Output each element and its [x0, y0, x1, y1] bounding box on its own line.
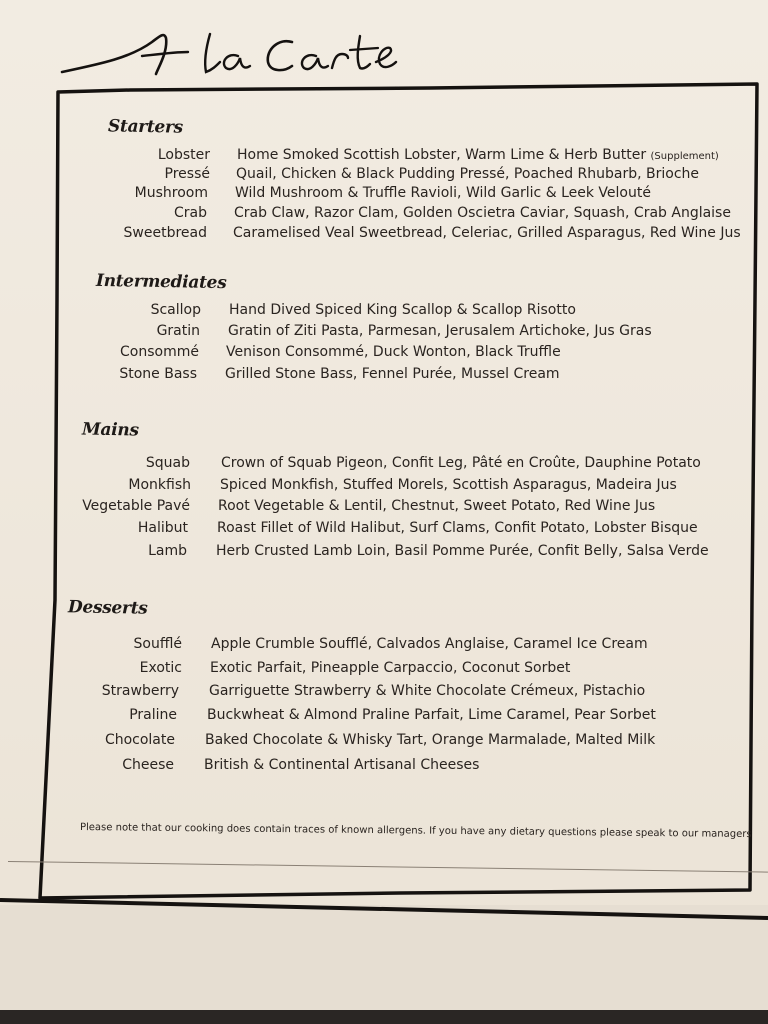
allergen-note: Please note that our cooking does contain traces of known allergens. If you have any dietary questions please speak to our managers: [79, 822, 752, 841]
item-name: Stone Bass: [119, 366, 197, 382]
item-description: Herb Crusted Lamb Loin, Basil Pomme Purée, Confit Belly, Salsa Verde: [216, 543, 709, 559]
menu-title: [60, 22, 400, 82]
menu-item-squab: [0, 455, 768, 475]
item-description: Root Vegetable & Lentil, Chestnut, Sweet Potato, Red Wine Jus: [218, 498, 656, 514]
item-description: Quail, Chicken & Black Pudding Pressé, Poached Rhubarb, Brioche: [236, 166, 700, 182]
item-description: Garriguette Strawberry & White Chocolate Crémeux, Pistachio: [209, 683, 646, 699]
item-description: Hand Dived Spiced King Scallop & Scallop Risotto: [229, 302, 576, 318]
item-name: Pressé: [164, 166, 210, 182]
menu-item-mushroom: [0, 185, 768, 205]
item-name: Sweetbread: [123, 225, 207, 241]
menu-item-chocolate: [0, 732, 768, 752]
menu-item-vegetable-pave: [0, 498, 768, 518]
item-name: Lamb: [148, 543, 187, 559]
menu-item-crab: [0, 205, 768, 225]
item-name: Praline: [129, 707, 177, 723]
section-heading-intermediates: Intermediates: [95, 270, 227, 294]
section-heading-desserts: Desserts: [67, 597, 148, 619]
item-description: Venison Consommé, Duck Wonton, Black Truffle: [226, 344, 561, 360]
item-description: Crab Claw, Razor Clam, Golden Oscietra Caviar, Squash, Crab Anglaise: [234, 205, 731, 221]
menu-item-lamb: [0, 543, 768, 563]
item-description: Grilled Stone Bass, Fennel Purée, Mussel Cream: [225, 366, 560, 382]
item-description: British & Continental Artisanal Cheeses: [204, 757, 480, 773]
item-name: Vegetable Pavé: [82, 498, 190, 514]
item-description: Buckwheat & Almond Praline Parfait, Lime Caramel, Pear Sorbet: [207, 707, 656, 723]
item-description: Baked Chocolate & Whisky Tart, Orange Marmalade, Malted Milk: [205, 732, 656, 748]
menu-item-scallop: [0, 302, 768, 322]
menu-item-souffle: [0, 636, 768, 656]
item-description: Gratin of Ziti Pasta, Parmesan, Jerusalem Artichoke, Jus Gras: [228, 323, 652, 339]
item-description: Wild Mushroom & Truffle Ravioli, Wild Garlic & Leek Velouté: [235, 185, 651, 201]
item-description: [237, 147, 719, 163]
item-description-text: Home Smoked Scottish Lobster, Warm Lime & Herb Butter: [237, 147, 647, 163]
item-description: Spiced Monkfish, Stuffed Morels, Scottish Asparagus, Madeira Jus: [220, 477, 677, 493]
menu-item-monkfish: [0, 477, 768, 497]
menu-item-presse: [0, 166, 768, 186]
item-name: Gratin: [156, 323, 200, 339]
menu-item-exotic: [0, 660, 768, 680]
menu-item-sweetbread: [0, 225, 768, 245]
item-name: Monkfish: [128, 477, 191, 493]
item-name: Strawberry: [101, 683, 179, 699]
supplement-note: (Supplement): [650, 151, 719, 162]
menu-item-consomme: [0, 344, 768, 364]
menu-item-halibut: [0, 520, 768, 540]
item-name: Soufflé: [133, 636, 182, 652]
item-name: Scallop: [150, 302, 201, 318]
item-name: Mushroom: [134, 185, 208, 201]
section-heading-mains: Mains: [81, 419, 139, 441]
item-name: Chocolate: [104, 732, 175, 748]
menu-item-stone-bass: [0, 366, 768, 386]
item-description: Apple Crumble Soufflé, Calvados Anglaise, Caramel Ice Cream: [211, 636, 648, 652]
menu-item-praline: [0, 707, 768, 727]
item-name: Lobster: [157, 147, 210, 163]
menu-item-gratin: [0, 323, 768, 343]
item-name: Cheese: [122, 757, 174, 773]
item-name: Halibut: [137, 520, 188, 536]
item-description: Crown of Squab Pigeon, Confit Leg, Pâté en Croûte, Dauphine Potato: [221, 455, 701, 471]
item-description: Caramelised Veal Sweetbread, Celeriac, Grilled Asparagus, Red Wine Jus: [233, 225, 741, 241]
item-name: Crab: [174, 205, 207, 221]
item-description: Roast Fillet of Wild Halibut, Surf Clams, Confit Potato, Lobster Bisque: [217, 520, 698, 536]
menu-item-strawberry: [0, 683, 768, 703]
menu-item-cheese: [0, 757, 768, 777]
item-name: Consommé: [120, 344, 199, 360]
menu-item-lobster: [0, 147, 768, 167]
item-description: Exotic Parfait, Pineapple Carpaccio, Coconut Sorbet: [210, 660, 571, 676]
section-heading-starters: Starters: [107, 116, 184, 138]
item-name: Squab: [145, 455, 190, 471]
item-name: Exotic: [139, 660, 182, 676]
